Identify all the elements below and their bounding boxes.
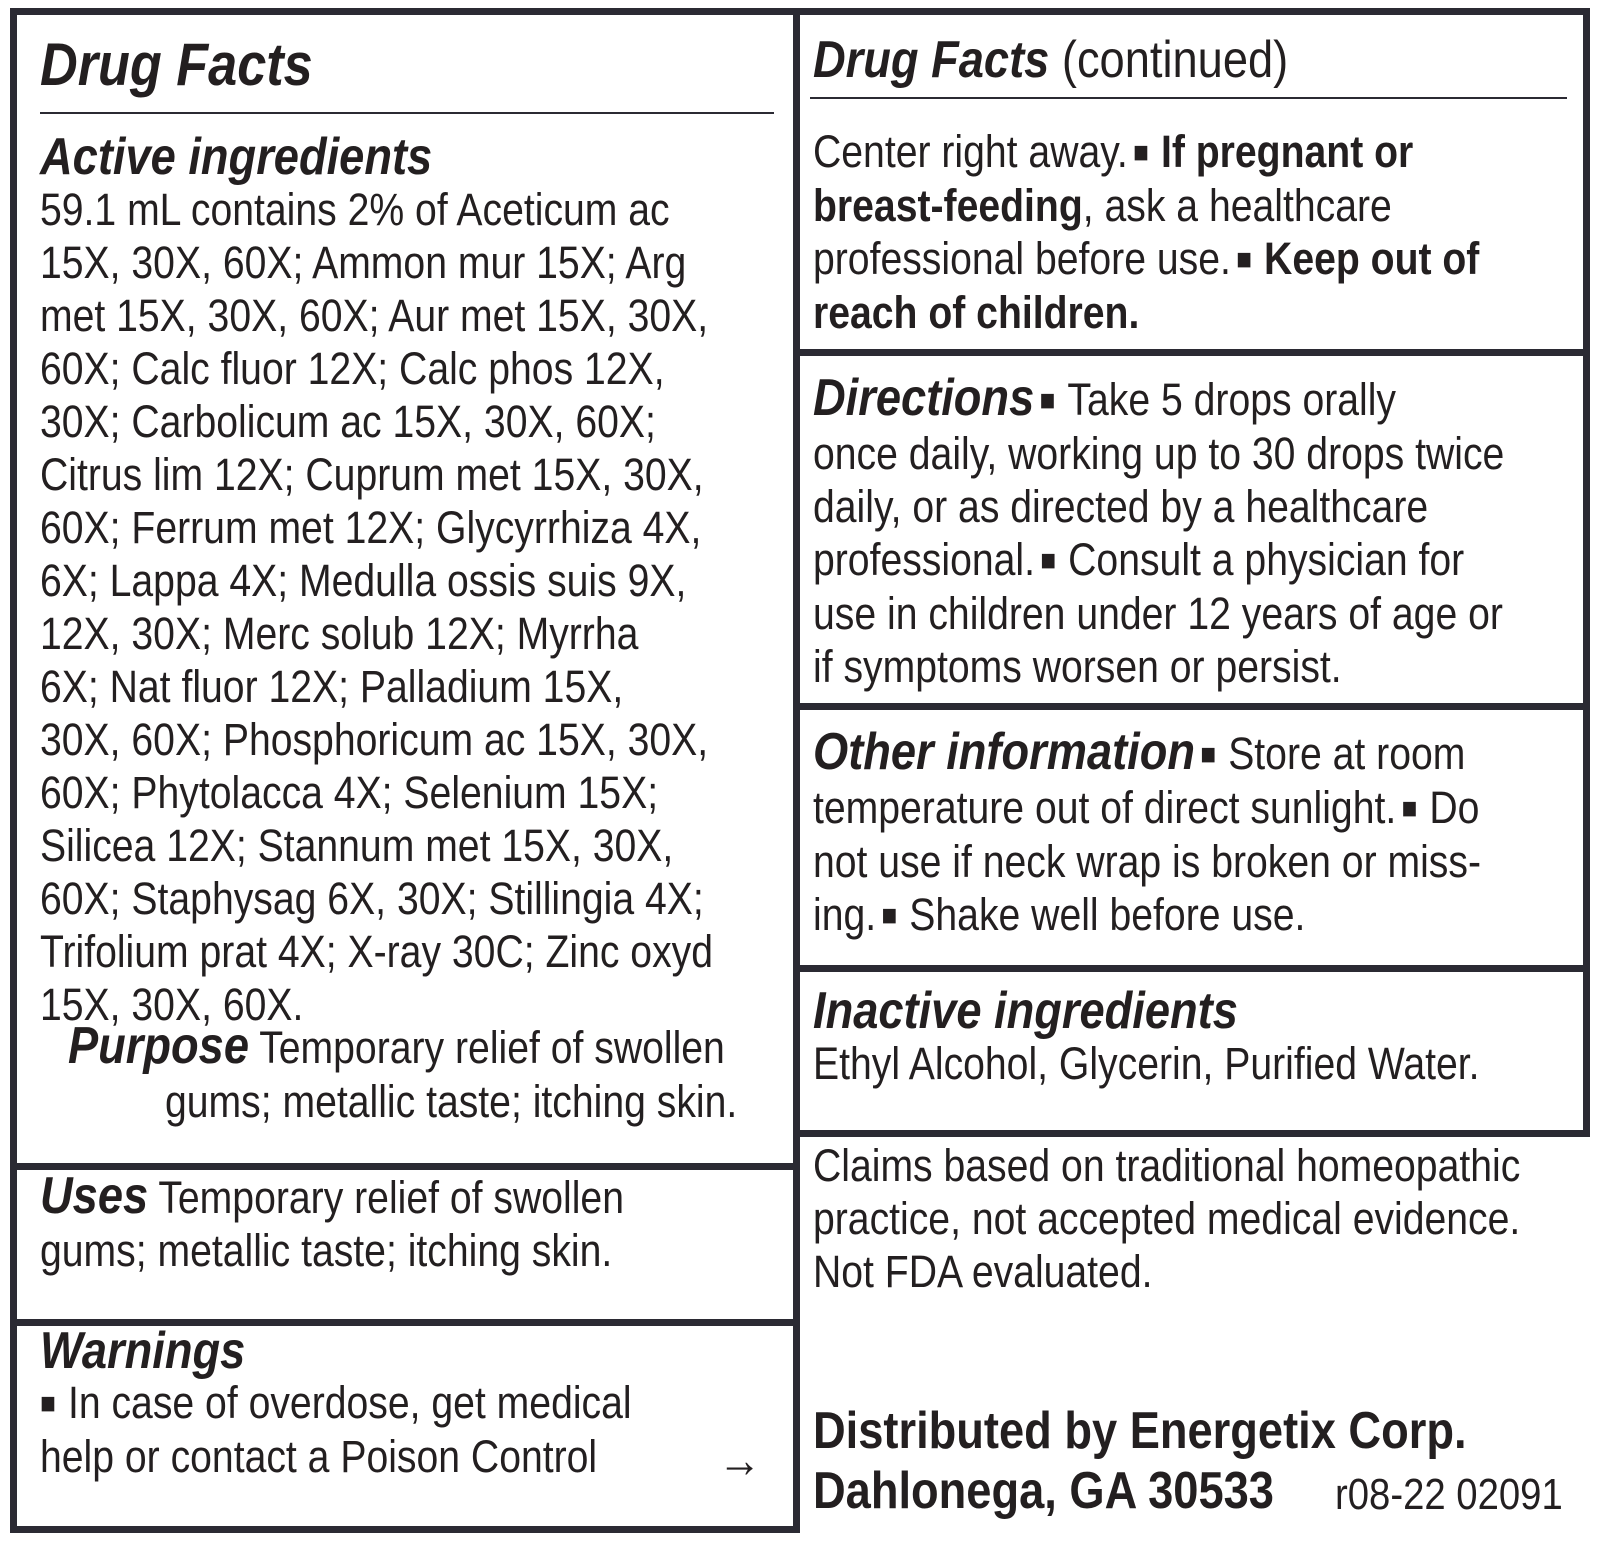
inactive-ingredients-heading: Inactive ingredients [813, 982, 1238, 1040]
bullet-icon [1034, 374, 1067, 425]
claims-line: practice, not accepted medical evidence. [813, 1193, 1521, 1244]
other-information-text [813, 723, 1481, 942]
title-rule [40, 112, 774, 114]
claims-disclaimer [813, 1139, 1520, 1298]
continued-warnings-text [813, 125, 1479, 339]
continued-text: , ask a healthcare [1082, 180, 1392, 231]
bullet-icon [1035, 534, 1068, 585]
ingredient-line: 6X; Nat fluor 12X; Palladium 15X, [40, 661, 624, 712]
bullet-icon [1396, 782, 1429, 833]
warnings-line-2: help or contact a Poison Control [40, 1431, 598, 1482]
revision-code: r08-22 02091 [1335, 1470, 1563, 1519]
directions-line: Consult a physician for [1068, 534, 1465, 585]
ingredient-line: 15X, 30X, 60X; Ammon mur 15X; Arg [40, 237, 687, 288]
active-ingredients-heading: Active ingredients [40, 128, 433, 186]
ingredient-line: Trifolium prat 4X; X-ray 30C; Zinc oxyd [40, 926, 714, 977]
bullet-icon [1195, 728, 1228, 779]
other-info-line: Store at room [1228, 728, 1466, 779]
drug-facts-title: Drug Facts [40, 31, 313, 98]
purpose-line-2: gums; metallic taste; itching skin. [165, 1076, 738, 1127]
other-info-line: temperature out of direct sunlight. [813, 782, 1397, 833]
ingredient-line: 15X, 30X, 60X. [40, 979, 304, 1030]
uses-heading: Uses [40, 1167, 149, 1225]
directions-text [813, 369, 1505, 693]
continued-text: Center right away. [813, 126, 1128, 177]
ingredient-line: 60X; Calc fluor 12X; Calc phos 12X, [40, 343, 665, 394]
warnings-heading: Warnings [40, 1322, 246, 1380]
inactive-ingredients-list: Ethyl Alcohol, Glycerin, Purified Water. [813, 1038, 1480, 1089]
other-information-heading: Other information [813, 723, 1196, 781]
pregnant-warning: If pregnant or [1160, 126, 1414, 177]
drug-facts-title-right: Drug Facts [813, 31, 1050, 89]
ingredient-line: 60X; Phytolacca 4X; Selenium 15X; [40, 767, 659, 818]
ingredient-line: 59.1 mL contains 2% of Aceticum ac [40, 184, 670, 235]
uses-line-1: Temporary relief of swollen [158, 1172, 624, 1223]
uses-line-2: gums; metallic taste; itching skin. [40, 1225, 613, 1276]
purpose-line-1: Temporary relief of swollen [259, 1022, 725, 1073]
other-info-line: ing. [813, 889, 877, 940]
purpose-block [68, 1017, 725, 1075]
ingredient-line: 12X, 30X; Merc solub 12X; Myrrha [40, 608, 639, 659]
directions-line: daily, or as directed by a healthcare [813, 481, 1429, 532]
distributor-line-2: Dahlonega, GA 30533 [813, 1462, 1274, 1520]
ingredient-line: Citrus lim 12X; Cuprum met 15X, 30X, [40, 449, 704, 500]
directions-line: Take 5 drops orally [1067, 374, 1397, 425]
other-info-line: Do [1429, 782, 1480, 833]
keep-out-warning: Keep out of [1264, 233, 1480, 284]
warnings-text [40, 1376, 632, 1483]
continue-arrow-icon: → [718, 1432, 762, 1488]
claims-line: Claims based on traditional homeopathic [813, 1140, 1521, 1191]
directions-line: use in children under 12 years of age or [813, 588, 1503, 639]
ingredient-line: met 15X, 30X, 60X; Aur met 15X, 30X, [40, 290, 709, 341]
ingredient-line: 30X, 60X; Phosphoricum ac 15X, 30X, [40, 714, 709, 765]
bullet-icon [1128, 126, 1161, 177]
directions-line: if symptoms worsen or persist. [813, 641, 1342, 692]
other-info-line: not use if neck wrap is broken or miss- [813, 836, 1481, 887]
drug-facts-continued-title [813, 30, 1288, 90]
bullet-icon [40, 1377, 68, 1428]
ingredient-line: 6X; Lappa 4X; Medulla ossis suis 9X, [40, 555, 687, 606]
continued-label: (continued) [1061, 31, 1289, 89]
other-info-line: Shake well before use. [909, 889, 1306, 940]
ingredient-line: 60X; Staphysag 6X, 30X; Stillingia 4X; [40, 873, 704, 924]
claims-line: Not FDA evaluated. [813, 1246, 1153, 1297]
uses-block [40, 1167, 624, 1277]
keep-out-warning-end: reach of children. [813, 287, 1140, 338]
ingredient-line: 30X; Carbolicum ac 15X, 30X, 60X; [40, 396, 656, 447]
directions-line: professional. [813, 534, 1035, 585]
distributor-line-1: Distributed by Energetix Corp. [813, 1402, 1467, 1460]
warnings-line-1: In case of overdose, get medical [67, 1377, 632, 1428]
continued-text: professional before use. [813, 233, 1231, 284]
purpose-heading: Purpose [68, 1017, 250, 1075]
breastfeeding-warning: breast-feeding [813, 180, 1083, 231]
directions-line: once daily, working up to 30 drops twice [813, 428, 1505, 479]
active-ingredients-list [40, 183, 713, 1031]
directions-heading: Directions [813, 369, 1035, 427]
bullet-icon [1231, 233, 1264, 284]
ingredient-line: 60X; Ferrum met 12X; Glycyrrhiza 4X, [40, 502, 702, 553]
title-rule-right [810, 97, 1567, 99]
bullet-icon [876, 889, 909, 940]
ingredient-line: Silicea 12X; Stannum met 15X, 30X, [40, 820, 674, 871]
